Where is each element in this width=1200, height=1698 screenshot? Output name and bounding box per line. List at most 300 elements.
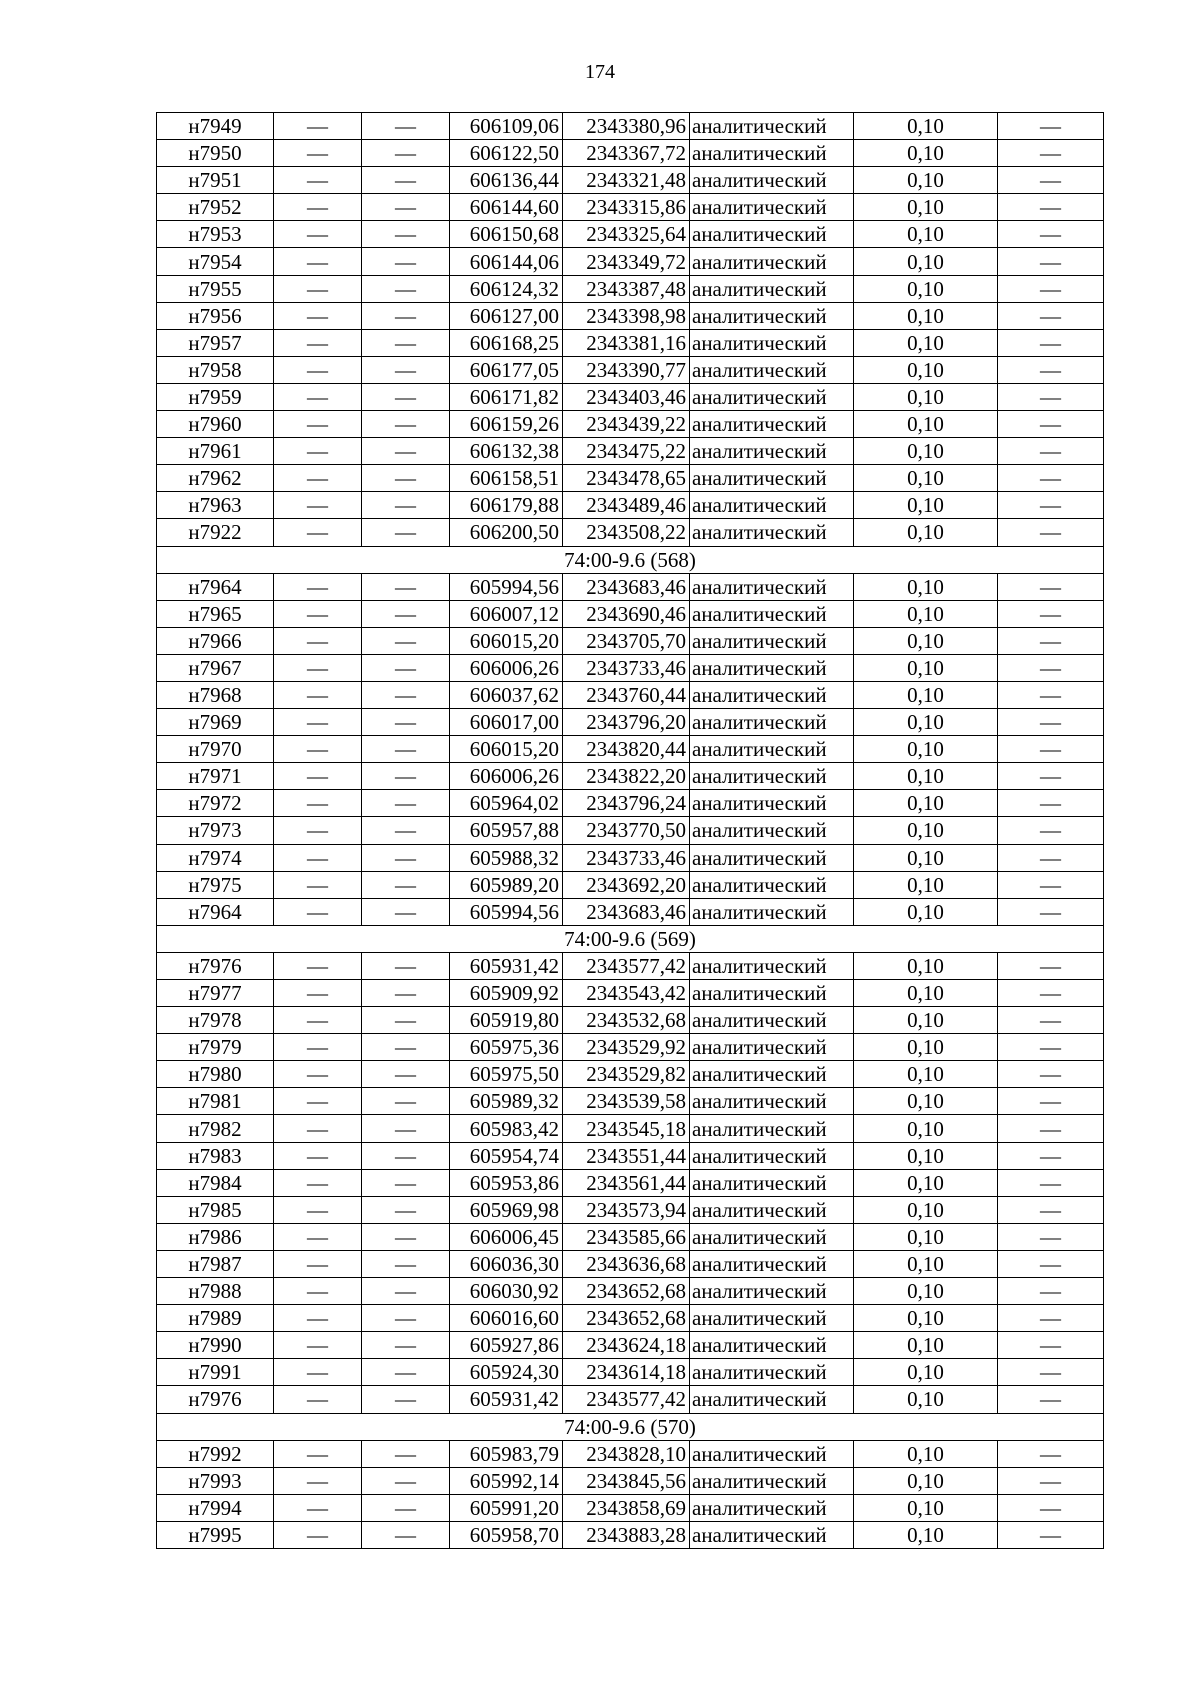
precision-cell: 0,10: [854, 627, 998, 654]
point-name-cell: н7989: [157, 1305, 274, 1332]
y-coordinate-cell: 2343692,20: [563, 871, 690, 898]
section-header-row: [157, 546, 1104, 573]
table-row: [157, 1169, 1104, 1196]
y-coordinate-cell: 2343796,20: [563, 709, 690, 736]
method-cell: аналитический: [690, 627, 854, 654]
method-cell: аналитический: [690, 654, 854, 681]
description-cell: —: [998, 1007, 1104, 1034]
old-x-cell: —: [274, 1196, 362, 1223]
old-x-cell: —: [274, 1169, 362, 1196]
precision-cell: 0,10: [854, 302, 998, 329]
old-y-cell: —: [362, 980, 450, 1007]
old-y-cell: —: [362, 248, 450, 275]
old-x-cell: —: [274, 573, 362, 600]
point-name-cell: н7985: [157, 1196, 274, 1223]
old-x-cell: —: [274, 1521, 362, 1548]
old-x-cell: —: [274, 411, 362, 438]
y-coordinate-cell: 2343585,66: [563, 1223, 690, 1250]
description-cell: —: [998, 1061, 1104, 1088]
old-y-cell: —: [362, 681, 450, 708]
method-cell: аналитический: [690, 1440, 854, 1467]
x-coordinate-cell: 605994,56: [450, 898, 563, 925]
method-cell: аналитический: [690, 1115, 854, 1142]
old-x-cell: —: [274, 898, 362, 925]
x-coordinate-cell: 606016,60: [450, 1305, 563, 1332]
x-coordinate-cell: 606127,00: [450, 302, 563, 329]
x-coordinate-cell: 606144,06: [450, 248, 563, 275]
method-cell: аналитический: [690, 817, 854, 844]
x-coordinate-cell: 606006,45: [450, 1223, 563, 1250]
table-row: [157, 817, 1104, 844]
old-y-cell: —: [362, 1007, 450, 1034]
y-coordinate-cell: 2343683,46: [563, 898, 690, 925]
y-coordinate-cell: 2343439,22: [563, 411, 690, 438]
point-name-cell: н7983: [157, 1142, 274, 1169]
precision-cell: 0,10: [854, 465, 998, 492]
table-row: [157, 736, 1104, 763]
point-name-cell: н7976: [157, 952, 274, 979]
table-row: [157, 248, 1104, 275]
point-name-cell: н7967: [157, 654, 274, 681]
old-y-cell: —: [362, 1521, 450, 1548]
table-row: [157, 194, 1104, 221]
y-coordinate-cell: 2343858,69: [563, 1494, 690, 1521]
x-coordinate-cell: 606015,20: [450, 736, 563, 763]
description-cell: —: [998, 519, 1104, 546]
precision-cell: 0,10: [854, 898, 998, 925]
old-x-cell: —: [274, 790, 362, 817]
y-coordinate-cell: 2343508,22: [563, 519, 690, 546]
precision-cell: 0,10: [854, 600, 998, 627]
method-cell: аналитический: [690, 1196, 854, 1223]
precision-cell: 0,10: [854, 763, 998, 790]
description-cell: —: [998, 573, 1104, 600]
y-coordinate-cell: 2343478,65: [563, 465, 690, 492]
table-row: [157, 871, 1104, 898]
point-name-cell: н7955: [157, 275, 274, 302]
x-coordinate-cell: 605931,42: [450, 1386, 563, 1413]
method-cell: аналитический: [690, 1088, 854, 1115]
method-cell: аналитический: [690, 1007, 854, 1034]
method-cell: аналитический: [690, 411, 854, 438]
table-row: [157, 1467, 1104, 1494]
old-y-cell: —: [362, 411, 450, 438]
old-x-cell: —: [274, 194, 362, 221]
x-coordinate-cell: 605924,30: [450, 1359, 563, 1386]
precision-cell: 0,10: [854, 140, 998, 167]
y-coordinate-cell: 2343683,46: [563, 573, 690, 600]
precision-cell: 0,10: [854, 1440, 998, 1467]
point-name-cell: н7960: [157, 411, 274, 438]
table-row: [157, 465, 1104, 492]
description-cell: —: [998, 302, 1104, 329]
method-cell: аналитический: [690, 1250, 854, 1277]
old-y-cell: —: [362, 790, 450, 817]
old-x-cell: —: [274, 980, 362, 1007]
point-name-cell: н7952: [157, 194, 274, 221]
table-row: [157, 1223, 1104, 1250]
point-name-cell: н7956: [157, 302, 274, 329]
method-cell: аналитический: [690, 736, 854, 763]
x-coordinate-cell: 605983,79: [450, 1440, 563, 1467]
method-cell: аналитический: [690, 329, 854, 356]
table-row: [157, 1386, 1104, 1413]
table-row: [157, 275, 1104, 302]
point-name-cell: н7972: [157, 790, 274, 817]
x-coordinate-cell: 605954,74: [450, 1142, 563, 1169]
precision-cell: 0,10: [854, 1494, 998, 1521]
old-y-cell: —: [362, 1494, 450, 1521]
method-cell: аналитический: [690, 573, 854, 600]
old-y-cell: —: [362, 1467, 450, 1494]
old-y-cell: —: [362, 1278, 450, 1305]
x-coordinate-cell: 606159,26: [450, 411, 563, 438]
point-name-cell: н7950: [157, 140, 274, 167]
precision-cell: 0,10: [854, 492, 998, 519]
y-coordinate-cell: 2343381,16: [563, 329, 690, 356]
x-coordinate-cell: 606036,30: [450, 1250, 563, 1277]
precision-cell: 0,10: [854, 736, 998, 763]
description-cell: —: [998, 1440, 1104, 1467]
old-x-cell: —: [274, 221, 362, 248]
table-row: [157, 1278, 1104, 1305]
description-cell: —: [998, 980, 1104, 1007]
precision-cell: 0,10: [854, 1521, 998, 1548]
x-coordinate-cell: 605975,36: [450, 1034, 563, 1061]
description-cell: —: [998, 654, 1104, 681]
y-coordinate-cell: 2343577,42: [563, 1386, 690, 1413]
point-name-cell: н7957: [157, 329, 274, 356]
old-y-cell: —: [362, 492, 450, 519]
old-x-cell: —: [274, 1386, 362, 1413]
y-coordinate-cell: 2343614,18: [563, 1359, 690, 1386]
method-cell: аналитический: [690, 980, 854, 1007]
old-x-cell: —: [274, 1088, 362, 1115]
y-coordinate-cell: 2343690,46: [563, 600, 690, 627]
description-cell: —: [998, 709, 1104, 736]
method-cell: аналитический: [690, 1278, 854, 1305]
x-coordinate-cell: 605992,14: [450, 1467, 563, 1494]
table-row: [157, 790, 1104, 817]
x-coordinate-cell: 605958,70: [450, 1521, 563, 1548]
precision-cell: 0,10: [854, 411, 998, 438]
section-title: 74:00-9.6 (570): [157, 1413, 1104, 1440]
old-y-cell: —: [362, 465, 450, 492]
old-y-cell: —: [362, 763, 450, 790]
y-coordinate-cell: 2343624,18: [563, 1332, 690, 1359]
description-cell: —: [998, 1332, 1104, 1359]
description-cell: —: [998, 627, 1104, 654]
old-y-cell: —: [362, 438, 450, 465]
point-name-cell: н7977: [157, 980, 274, 1007]
old-x-cell: —: [274, 1305, 362, 1332]
point-name-cell: н7990: [157, 1332, 274, 1359]
old-x-cell: —: [274, 275, 362, 302]
x-coordinate-cell: 606124,32: [450, 275, 563, 302]
page-number: 174: [585, 61, 615, 83]
old-x-cell: —: [274, 167, 362, 194]
point-name-cell: н7964: [157, 573, 274, 600]
x-coordinate-cell: 606177,05: [450, 356, 563, 383]
method-cell: аналитический: [690, 248, 854, 275]
section-title: 74:00-9.6 (568): [157, 546, 1104, 573]
method-cell: аналитический: [690, 844, 854, 871]
precision-cell: 0,10: [854, 113, 998, 140]
table-row: [157, 1061, 1104, 1088]
x-coordinate-cell: 605975,50: [450, 1061, 563, 1088]
description-cell: —: [998, 221, 1104, 248]
description-cell: —: [998, 1169, 1104, 1196]
y-coordinate-cell: 2343349,72: [563, 248, 690, 275]
precision-cell: 0,10: [854, 1034, 998, 1061]
precision-cell: 0,10: [854, 980, 998, 1007]
point-name-cell: н7991: [157, 1359, 274, 1386]
precision-cell: 0,10: [854, 871, 998, 898]
description-cell: —: [998, 113, 1104, 140]
method-cell: аналитический: [690, 763, 854, 790]
x-coordinate-cell: 606144,60: [450, 194, 563, 221]
description-cell: —: [998, 411, 1104, 438]
x-coordinate-cell: 606006,26: [450, 763, 563, 790]
method-cell: аналитический: [690, 1494, 854, 1521]
x-coordinate-cell: 606122,50: [450, 140, 563, 167]
old-x-cell: —: [274, 519, 362, 546]
precision-cell: 0,10: [854, 383, 998, 410]
method-cell: аналитический: [690, 1305, 854, 1332]
old-x-cell: —: [274, 113, 362, 140]
method-cell: аналитический: [690, 194, 854, 221]
table-row: [157, 763, 1104, 790]
precision-cell: 0,10: [854, 1088, 998, 1115]
y-coordinate-cell: 2343315,86: [563, 194, 690, 221]
method-cell: аналитический: [690, 790, 854, 817]
old-y-cell: —: [362, 1386, 450, 1413]
old-y-cell: —: [362, 817, 450, 844]
precision-cell: 0,10: [854, 194, 998, 221]
table-row: [157, 600, 1104, 627]
old-y-cell: —: [362, 844, 450, 871]
table-row: [157, 356, 1104, 383]
y-coordinate-cell: 2343636,68: [563, 1250, 690, 1277]
old-y-cell: —: [362, 140, 450, 167]
old-x-cell: —: [274, 1115, 362, 1142]
table-row: [157, 844, 1104, 871]
precision-cell: 0,10: [854, 790, 998, 817]
description-cell: —: [998, 465, 1104, 492]
table-row: [157, 1521, 1104, 1548]
table-row: [157, 627, 1104, 654]
description-cell: —: [998, 898, 1104, 925]
point-name-cell: н7968: [157, 681, 274, 708]
old-x-cell: —: [274, 1142, 362, 1169]
x-coordinate-cell: 605989,20: [450, 871, 563, 898]
point-name-cell: н7988: [157, 1278, 274, 1305]
method-cell: аналитический: [690, 1061, 854, 1088]
description-cell: —: [998, 1223, 1104, 1250]
old-y-cell: —: [362, 275, 450, 302]
old-x-cell: —: [274, 140, 362, 167]
description-cell: —: [998, 1467, 1104, 1494]
old-x-cell: —: [274, 1034, 362, 1061]
old-y-cell: —: [362, 600, 450, 627]
y-coordinate-cell: 2343733,46: [563, 654, 690, 681]
old-y-cell: —: [362, 1088, 450, 1115]
y-coordinate-cell: 2343545,18: [563, 1115, 690, 1142]
table-row: [157, 1142, 1104, 1169]
precision-cell: 0,10: [854, 1332, 998, 1359]
method-cell: аналитический: [690, 1521, 854, 1548]
point-name-cell: н7971: [157, 763, 274, 790]
description-cell: —: [998, 790, 1104, 817]
precision-cell: 0,10: [854, 1061, 998, 1088]
table-row: [157, 1034, 1104, 1061]
method-cell: аналитический: [690, 952, 854, 979]
old-x-cell: —: [274, 492, 362, 519]
precision-cell: 0,10: [854, 1007, 998, 1034]
precision-cell: 0,10: [854, 1223, 998, 1250]
old-x-cell: —: [274, 1440, 362, 1467]
x-coordinate-cell: 605988,32: [450, 844, 563, 871]
table-row: [157, 1115, 1104, 1142]
description-cell: —: [998, 1278, 1104, 1305]
description-cell: —: [998, 1521, 1104, 1548]
description-cell: —: [998, 817, 1104, 844]
point-name-cell: н7970: [157, 736, 274, 763]
method-cell: аналитический: [690, 600, 854, 627]
description-cell: —: [998, 871, 1104, 898]
y-coordinate-cell: 2343529,82: [563, 1061, 690, 1088]
table-row: [157, 1440, 1104, 1467]
table-row: [157, 709, 1104, 736]
y-coordinate-cell: 2343845,56: [563, 1467, 690, 1494]
old-y-cell: —: [362, 1142, 450, 1169]
description-cell: —: [998, 1305, 1104, 1332]
description-cell: —: [998, 1494, 1104, 1521]
section-title: 74:00-9.6 (569): [157, 925, 1104, 952]
method-cell: аналитический: [690, 681, 854, 708]
x-coordinate-cell: 606132,38: [450, 438, 563, 465]
table-row: [157, 438, 1104, 465]
x-coordinate-cell: 605983,42: [450, 1115, 563, 1142]
description-cell: —: [998, 681, 1104, 708]
old-x-cell: —: [274, 465, 362, 492]
x-coordinate-cell: 605919,80: [450, 1007, 563, 1034]
table-row: [157, 383, 1104, 410]
y-coordinate-cell: 2343321,48: [563, 167, 690, 194]
x-coordinate-cell: 606006,26: [450, 654, 563, 681]
method-cell: аналитический: [690, 1142, 854, 1169]
old-x-cell: —: [274, 383, 362, 410]
method-cell: аналитический: [690, 492, 854, 519]
description-cell: —: [998, 329, 1104, 356]
old-x-cell: —: [274, 1007, 362, 1034]
point-name-cell: н7954: [157, 248, 274, 275]
description-cell: —: [998, 140, 1104, 167]
precision-cell: 0,10: [854, 817, 998, 844]
point-name-cell: н7949: [157, 113, 274, 140]
point-name-cell: н7979: [157, 1034, 274, 1061]
description-cell: —: [998, 952, 1104, 979]
old-x-cell: —: [274, 817, 362, 844]
y-coordinate-cell: 2343325,64: [563, 221, 690, 248]
point-name-cell: н7976: [157, 1386, 274, 1413]
method-cell: аналитический: [690, 1169, 854, 1196]
old-y-cell: —: [362, 1359, 450, 1386]
point-name-cell: н7978: [157, 1007, 274, 1034]
section-header-row: [157, 1413, 1104, 1440]
old-x-cell: —: [274, 1061, 362, 1088]
description-cell: —: [998, 167, 1104, 194]
x-coordinate-cell: 605953,86: [450, 1169, 563, 1196]
old-x-cell: —: [274, 871, 362, 898]
table-row: [157, 167, 1104, 194]
y-coordinate-cell: 2343532,68: [563, 1007, 690, 1034]
old-y-cell: —: [362, 1169, 450, 1196]
table-row: [157, 329, 1104, 356]
old-x-cell: —: [274, 1332, 362, 1359]
table-row: [157, 1305, 1104, 1332]
precision-cell: 0,10: [854, 1142, 998, 1169]
old-y-cell: —: [362, 709, 450, 736]
old-x-cell: —: [274, 709, 362, 736]
x-coordinate-cell: 606168,25: [450, 329, 563, 356]
y-coordinate-cell: 2343652,68: [563, 1278, 690, 1305]
method-cell: аналитический: [690, 1386, 854, 1413]
old-y-cell: —: [362, 302, 450, 329]
x-coordinate-cell: 605994,56: [450, 573, 563, 600]
method-cell: аналитический: [690, 465, 854, 492]
table-row: [157, 140, 1104, 167]
description-cell: —: [998, 1115, 1104, 1142]
description-cell: —: [998, 1359, 1104, 1386]
y-coordinate-cell: 2343475,22: [563, 438, 690, 465]
old-x-cell: —: [274, 844, 362, 871]
method-cell: аналитический: [690, 140, 854, 167]
y-coordinate-cell: 2343380,96: [563, 113, 690, 140]
method-cell: аналитический: [690, 519, 854, 546]
method-cell: аналитический: [690, 1467, 854, 1494]
description-cell: —: [998, 736, 1104, 763]
x-coordinate-cell: 606037,62: [450, 681, 563, 708]
table-row: [157, 411, 1104, 438]
table-row: [157, 898, 1104, 925]
old-y-cell: —: [362, 1223, 450, 1250]
method-cell: аналитический: [690, 1359, 854, 1386]
description-cell: —: [998, 383, 1104, 410]
point-name-cell: н7995: [157, 1521, 274, 1548]
point-name-cell: н7969: [157, 709, 274, 736]
y-coordinate-cell: 2343577,42: [563, 952, 690, 979]
old-x-cell: —: [274, 654, 362, 681]
x-coordinate-cell: 606136,44: [450, 167, 563, 194]
point-name-cell: н7975: [157, 871, 274, 898]
y-coordinate-cell: 2343573,94: [563, 1196, 690, 1223]
method-cell: аналитический: [690, 709, 854, 736]
description-cell: —: [998, 275, 1104, 302]
old-x-cell: —: [274, 302, 362, 329]
description-cell: —: [998, 438, 1104, 465]
x-coordinate-cell: 606030,92: [450, 1278, 563, 1305]
method-cell: аналитический: [690, 383, 854, 410]
y-coordinate-cell: 2343652,68: [563, 1305, 690, 1332]
x-coordinate-cell: 606109,06: [450, 113, 563, 140]
description-cell: —: [998, 844, 1104, 871]
table-row: [157, 1359, 1104, 1386]
x-coordinate-cell: 605989,32: [450, 1088, 563, 1115]
description-cell: —: [998, 492, 1104, 519]
table-row: [157, 980, 1104, 1007]
table-row: [157, 519, 1104, 546]
